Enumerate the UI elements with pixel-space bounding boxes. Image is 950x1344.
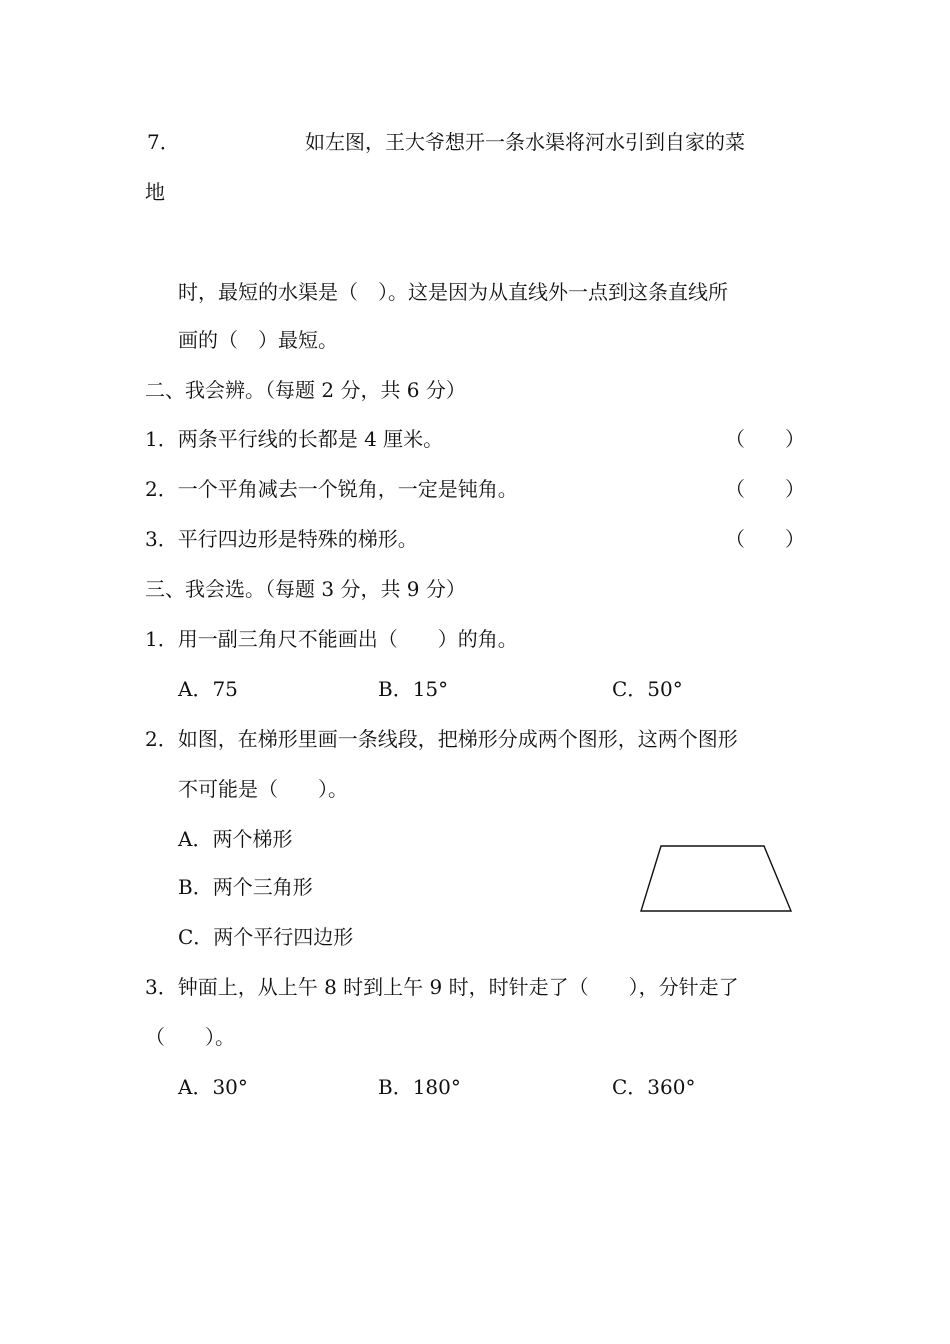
q7-line-4: 画的（ ）最短。	[178, 328, 338, 352]
section3-q3-option-a: A．30°	[178, 1075, 248, 1099]
section3-q3-option-c: C．360°	[612, 1075, 696, 1099]
q7-line-1: 如左图，王大爷想开一条水渠将河水引到自家的菜	[305, 130, 745, 154]
section3-q1-option-c: C．50°	[612, 677, 683, 701]
section3-q2-line-1: 2．如图，在梯形里画一条线段，把梯形分成两个图形，这两个图形	[145, 727, 738, 751]
section2-answer-paren-1: （ ）	[725, 427, 805, 451]
section3-q1-option-a: A．75	[178, 677, 238, 701]
section2-heading: 二、我会辨。（每题 2 分，共 6 分）	[145, 378, 466, 402]
section3-q2-option-b: B．两个三角形	[178, 875, 313, 899]
q7-number: 7．	[147, 130, 180, 154]
section2-item-1: 1．两条平行线的长都是 4 厘米。	[145, 427, 444, 451]
section2-item-2: 2．一个平角减去一个锐角，一定是钝角。	[145, 477, 518, 501]
section3-q3-option-b: B．180°	[378, 1075, 461, 1099]
q7-line-3: 时，最短的水渠是（ ）。这是因为从直线外一点到这条直线所	[178, 280, 728, 304]
section3-q2-line-2: 不可能是（ ）。	[178, 777, 348, 801]
section3-q2-option-a: A．两个梯形	[178, 827, 293, 851]
section3-q3-line-1: 3．钟面上，从上午 8 时到上午 9 时，时针走了（ ），分针走了	[145, 975, 739, 999]
section3-q1-text: 1．用一副三角尺不能画出（ ）的角。	[145, 627, 518, 651]
section3-q2-option-c: C．两个平行四边形	[178, 925, 354, 949]
q7-line-2: 地	[145, 180, 165, 204]
trapezoid-shape	[641, 846, 791, 911]
section3-q1-option-b: B．15°	[378, 677, 449, 701]
section3-q3-line-2: （ ）。	[145, 1025, 235, 1049]
section3-heading: 三、我会选。（每题 3 分，共 9 分）	[145, 577, 466, 601]
section2-answer-paren-2: （ ）	[725, 477, 805, 501]
section2-item-3: 3．平行四边形是特殊的梯形。	[145, 527, 418, 551]
section2-answer-paren-3: （ ）	[725, 527, 805, 551]
trapezoid-figure	[636, 840, 798, 918]
